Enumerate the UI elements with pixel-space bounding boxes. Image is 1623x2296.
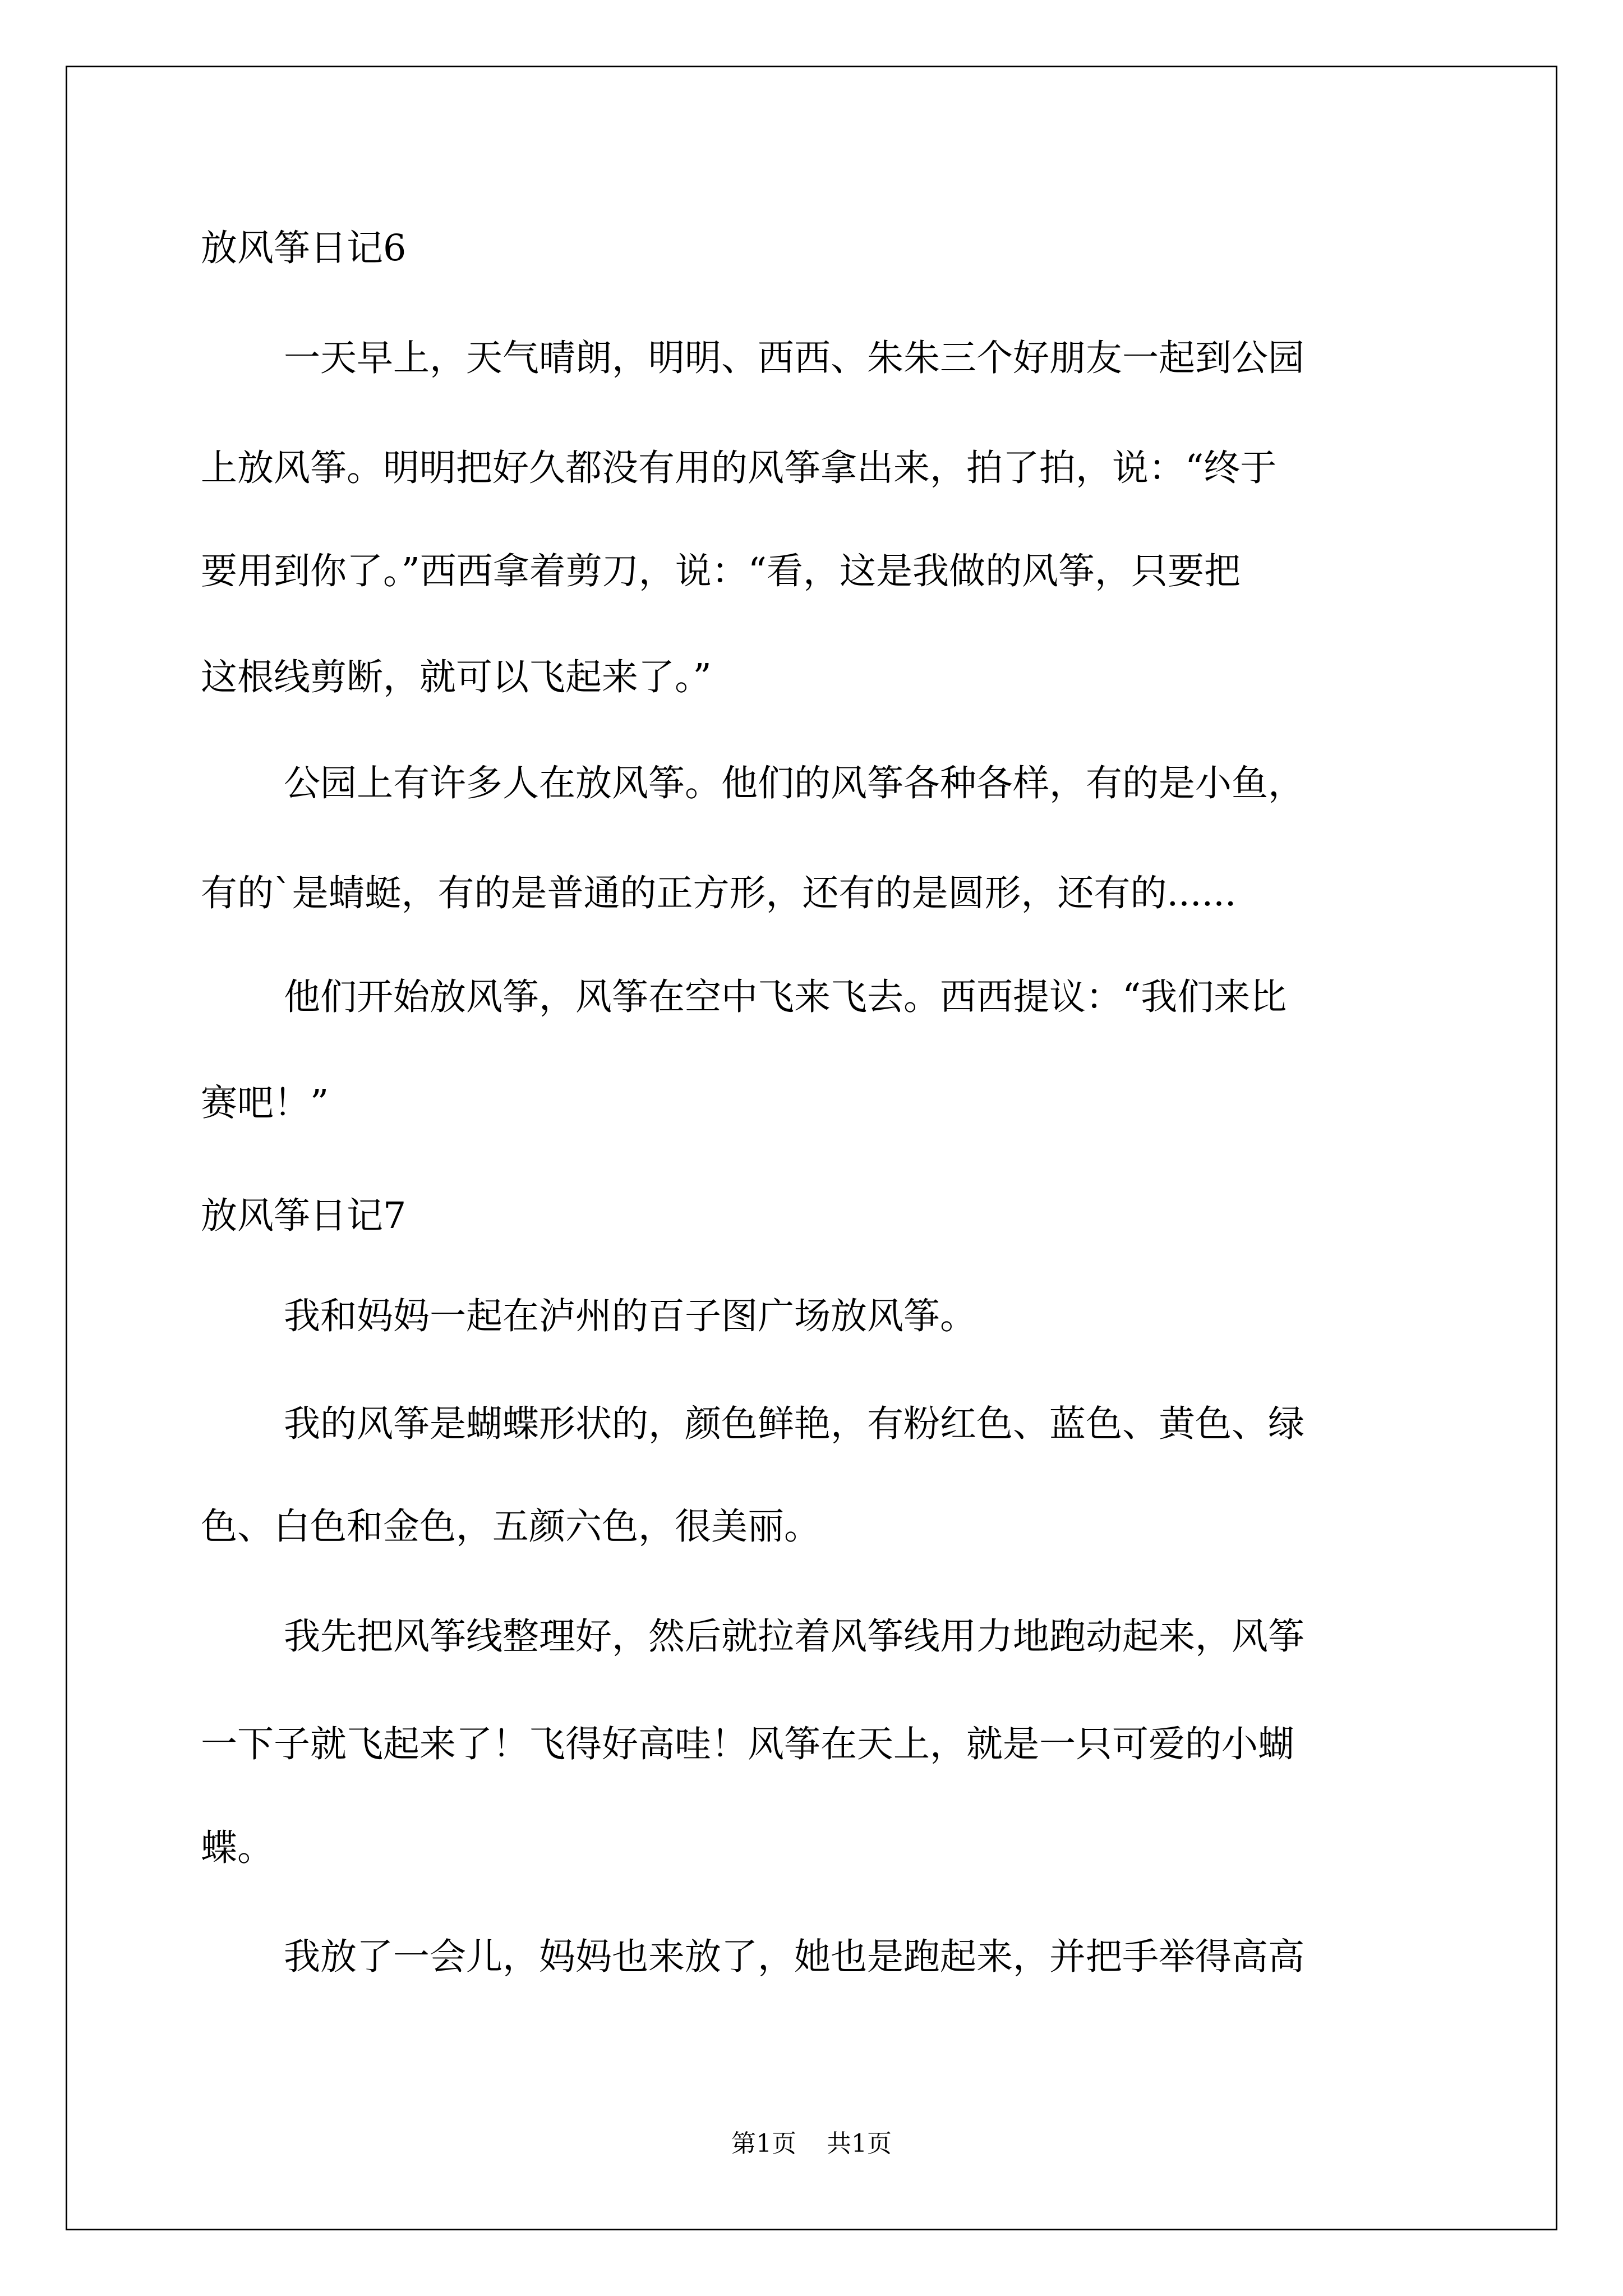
paragraph-line: 我先把风筝线整理好，然后就拉着风筝线用力地跑动起来，风筝 (284, 1616, 1305, 1658)
paragraph-line: 一天早上，天气晴朗，明明、西西、朱朱三个好朋友一起到公园 (284, 337, 1305, 379)
page-number: 第1页 (731, 2129, 796, 2158)
page-count: 共1页 (827, 2129, 892, 2158)
paragraph-line: 一下子就飞起来了！飞得好高哇！风筝在天上，就是一只可爱的小蝴 (201, 1723, 1295, 1765)
section-title: 放风筝日记6 (201, 227, 407, 269)
paragraph-line: 我放了一会儿，妈妈也来放了，她也是跑起来，并把手举得高高 (284, 1936, 1305, 1978)
section-title: 放风筝日记7 (201, 1195, 407, 1237)
paragraph-line: 有的`是蜻蜓，有的是普通的正方形，还有的是圆形，还有的...... (201, 872, 1237, 914)
paragraph-line: 我和妈妈一起在泸州的百子图广场放风筝。 (284, 1295, 977, 1337)
page-border (66, 66, 1557, 2230)
paragraph-line: 蝶。 (201, 1827, 274, 1869)
page-footer (0, 2129, 1623, 2158)
paragraph-line: 公园上有许多人在放风筝。他们的风筝各种各样，有的是小鱼， (284, 762, 1305, 804)
paragraph-line: 他们开始放风筝，风筝在空中飞来飞去。西西提议：“我们来比 (284, 976, 1287, 1018)
paragraph-line: 赛吧！” (201, 1082, 329, 1124)
paragraph-line: 上放风筝。明明把好久都没有用的风筝拿出来，拍了拍，说：“终于 (201, 447, 1277, 489)
paragraph-line: 色、白色和金色，五颜六色，很美丽。 (201, 1506, 821, 1548)
paragraph-line: 这根线剪断，就可以飞起来了。” (201, 656, 712, 698)
paragraph-line: 我的风筝是蝴蝶形状的，颜色鲜艳，有粉红色、蓝色、黄色、绿 (284, 1403, 1305, 1445)
paragraph-line: 要用到你了。”西西拿着剪刀，说：“看，这是我做的风筝，只要把 (201, 550, 1241, 592)
